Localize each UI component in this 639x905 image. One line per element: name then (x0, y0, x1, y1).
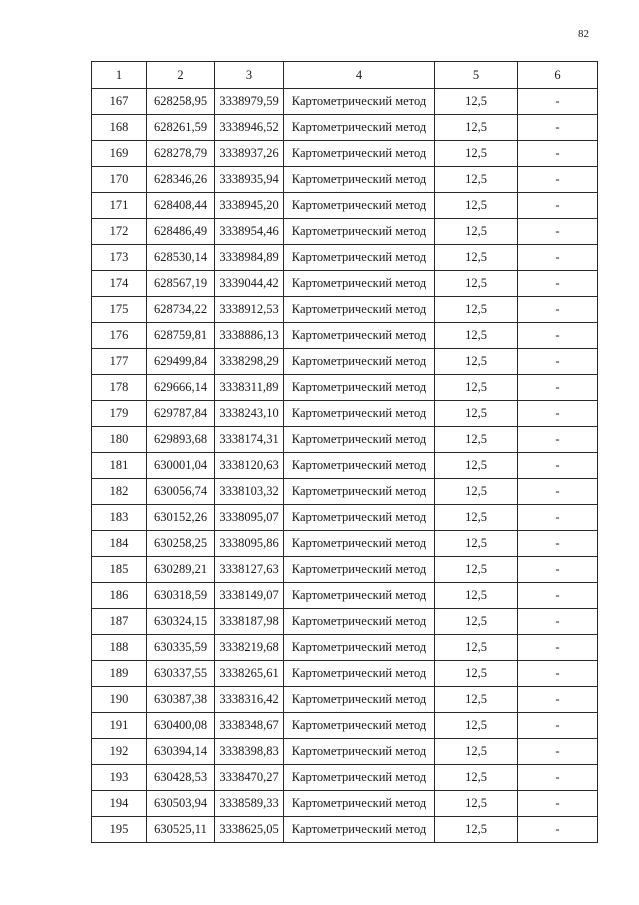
table-header (92, 62, 598, 89)
note-cell: - (518, 141, 598, 167)
point-number-cell: 180 (92, 427, 147, 453)
x-coordinate-cell: 630324,15 (147, 609, 215, 635)
note-cell: - (518, 661, 598, 687)
table-row (92, 219, 598, 245)
accuracy-cell: 12,5 (435, 401, 518, 427)
y-coordinate-cell: 3338316,42 (215, 687, 284, 713)
table-row (92, 687, 598, 713)
x-coordinate-cell: 628346,26 (147, 167, 215, 193)
x-coordinate-cell: 630152,26 (147, 505, 215, 531)
table-row (92, 401, 598, 427)
table-row (92, 505, 598, 531)
accuracy-cell: 12,5 (435, 167, 518, 193)
y-coordinate-cell: 3338398,83 (215, 739, 284, 765)
table-row (92, 609, 598, 635)
accuracy-cell: 12,5 (435, 817, 518, 843)
method-cell: Картометрический метод (284, 219, 435, 245)
note-cell: - (518, 791, 598, 817)
method-cell: Картометрический метод (284, 531, 435, 557)
method-cell: Картометрический метод (284, 713, 435, 739)
x-coordinate-cell: 630258,25 (147, 531, 215, 557)
accuracy-cell: 12,5 (435, 245, 518, 271)
x-coordinate-cell: 628530,14 (147, 245, 215, 271)
table-row (92, 713, 598, 739)
method-cell: Картометрический метод (284, 453, 435, 479)
point-number-cell: 173 (92, 245, 147, 271)
method-cell: Картометрический метод (284, 635, 435, 661)
accuracy-cell: 12,5 (435, 427, 518, 453)
point-number-cell: 167 (92, 89, 147, 115)
table-row (92, 115, 598, 141)
table-row (92, 271, 598, 297)
note-cell: - (518, 375, 598, 401)
point-number-cell: 183 (92, 505, 147, 531)
table-row (92, 167, 598, 193)
y-coordinate-cell: 3338348,67 (215, 713, 284, 739)
point-number-cell: 174 (92, 271, 147, 297)
method-cell: Картометрический метод (284, 609, 435, 635)
method-cell: Картометрический метод (284, 817, 435, 843)
point-number-cell: 186 (92, 583, 147, 609)
method-cell: Картометрический метод (284, 661, 435, 687)
note-cell: - (518, 115, 598, 141)
point-number-cell: 172 (92, 219, 147, 245)
note-cell: - (518, 583, 598, 609)
y-coordinate-cell: 3338311,89 (215, 375, 284, 401)
y-coordinate-cell: 3338625,05 (215, 817, 284, 843)
x-coordinate-cell: 630428,53 (147, 765, 215, 791)
point-number-cell: 169 (92, 141, 147, 167)
y-coordinate-cell: 3338954,46 (215, 219, 284, 245)
point-number-cell: 192 (92, 739, 147, 765)
x-coordinate-cell: 628408,44 (147, 193, 215, 219)
x-coordinate-cell: 630394,14 (147, 739, 215, 765)
point-number-cell: 175 (92, 297, 147, 323)
point-number-cell: 187 (92, 609, 147, 635)
method-cell: Картометрический метод (284, 323, 435, 349)
note-cell: - (518, 453, 598, 479)
y-coordinate-cell: 3338174,31 (215, 427, 284, 453)
table-row (92, 193, 598, 219)
table-body (92, 89, 598, 843)
method-cell: Картометрический метод (284, 791, 435, 817)
accuracy-cell: 12,5 (435, 219, 518, 245)
table-row (92, 323, 598, 349)
accuracy-cell: 12,5 (435, 739, 518, 765)
table-row (92, 661, 598, 687)
method-cell: Картометрический метод (284, 401, 435, 427)
table-row (92, 349, 598, 375)
y-coordinate-cell: 3338243,10 (215, 401, 284, 427)
accuracy-cell: 12,5 (435, 609, 518, 635)
y-coordinate-cell: 3338979,59 (215, 89, 284, 115)
table-row (92, 375, 598, 401)
note-cell: - (518, 349, 598, 375)
table-row (92, 739, 598, 765)
note-cell: - (518, 271, 598, 297)
y-coordinate-cell: 3338886,13 (215, 323, 284, 349)
note-cell: - (518, 297, 598, 323)
x-coordinate-cell: 628567,19 (147, 271, 215, 297)
x-coordinate-cell: 628258,95 (147, 89, 215, 115)
y-coordinate-cell: 3338127,63 (215, 557, 284, 583)
note-cell: - (518, 167, 598, 193)
table-row (92, 635, 598, 661)
accuracy-cell: 12,5 (435, 635, 518, 661)
x-coordinate-cell: 630001,04 (147, 453, 215, 479)
point-number-cell: 195 (92, 817, 147, 843)
table-row (92, 817, 598, 843)
y-coordinate-cell: 3338912,53 (215, 297, 284, 323)
y-coordinate-cell: 3338298,29 (215, 349, 284, 375)
method-cell: Картометрический метод (284, 167, 435, 193)
accuracy-cell: 12,5 (435, 713, 518, 739)
table-row (92, 583, 598, 609)
column-header: 2 (147, 62, 215, 89)
x-coordinate-cell: 628278,79 (147, 141, 215, 167)
y-coordinate-cell: 3338187,98 (215, 609, 284, 635)
point-number-cell: 176 (92, 323, 147, 349)
y-coordinate-cell: 3338984,89 (215, 245, 284, 271)
x-coordinate-cell: 628734,22 (147, 297, 215, 323)
method-cell: Картометрический метод (284, 765, 435, 791)
method-cell: Картометрический метод (284, 479, 435, 505)
point-number-cell: 188 (92, 635, 147, 661)
column-header: 5 (435, 62, 518, 89)
note-cell: - (518, 245, 598, 271)
x-coordinate-cell: 630289,21 (147, 557, 215, 583)
x-coordinate-cell: 629666,14 (147, 375, 215, 401)
method-cell: Картометрический метод (284, 271, 435, 297)
point-number-cell: 193 (92, 765, 147, 791)
note-cell: - (518, 713, 598, 739)
x-coordinate-cell: 630387,38 (147, 687, 215, 713)
x-coordinate-cell: 630318,59 (147, 583, 215, 609)
accuracy-cell: 12,5 (435, 453, 518, 479)
note-cell: - (518, 765, 598, 791)
y-coordinate-cell: 3338120,63 (215, 453, 284, 479)
point-number-cell: 177 (92, 349, 147, 375)
header-row (92, 62, 598, 89)
coordinates-table (91, 61, 598, 843)
y-coordinate-cell: 3338219,68 (215, 635, 284, 661)
accuracy-cell: 12,5 (435, 349, 518, 375)
method-cell: Картометрический метод (284, 687, 435, 713)
y-coordinate-cell: 3338946,52 (215, 115, 284, 141)
method-cell: Картометрический метод (284, 505, 435, 531)
accuracy-cell: 12,5 (435, 193, 518, 219)
x-coordinate-cell: 630400,08 (147, 713, 215, 739)
point-number-cell: 194 (92, 791, 147, 817)
x-coordinate-cell: 630525,11 (147, 817, 215, 843)
accuracy-cell: 12,5 (435, 557, 518, 583)
method-cell: Картометрический метод (284, 583, 435, 609)
accuracy-cell: 12,5 (435, 479, 518, 505)
method-cell: Картометрический метод (284, 89, 435, 115)
table-row (92, 297, 598, 323)
method-cell: Картометрический метод (284, 349, 435, 375)
note-cell: - (518, 817, 598, 843)
table-row (92, 791, 598, 817)
accuracy-cell: 12,5 (435, 791, 518, 817)
method-cell: Картометрический метод (284, 739, 435, 765)
method-cell: Картометрический метод (284, 141, 435, 167)
accuracy-cell: 12,5 (435, 115, 518, 141)
column-header: 1 (92, 62, 147, 89)
note-cell: - (518, 479, 598, 505)
x-coordinate-cell: 629787,84 (147, 401, 215, 427)
note-cell: - (518, 89, 598, 115)
x-coordinate-cell: 628759,81 (147, 323, 215, 349)
table-row (92, 89, 598, 115)
note-cell: - (518, 609, 598, 635)
x-coordinate-cell: 630503,94 (147, 791, 215, 817)
accuracy-cell: 12,5 (435, 89, 518, 115)
table-row (92, 531, 598, 557)
point-number-cell: 178 (92, 375, 147, 401)
method-cell: Картометрический метод (284, 115, 435, 141)
point-number-cell: 185 (92, 557, 147, 583)
note-cell: - (518, 323, 598, 349)
note-cell: - (518, 505, 598, 531)
accuracy-cell: 12,5 (435, 323, 518, 349)
point-number-cell: 168 (92, 115, 147, 141)
table-row (92, 141, 598, 167)
note-cell: - (518, 635, 598, 661)
y-coordinate-cell: 3338935,94 (215, 167, 284, 193)
table-row (92, 453, 598, 479)
accuracy-cell: 12,5 (435, 141, 518, 167)
y-coordinate-cell: 3338470,27 (215, 765, 284, 791)
note-cell: - (518, 531, 598, 557)
note-cell: - (518, 739, 598, 765)
point-number-cell: 189 (92, 661, 147, 687)
point-number-cell: 182 (92, 479, 147, 505)
point-number-cell: 181 (92, 453, 147, 479)
method-cell: Картометрический метод (284, 557, 435, 583)
point-number-cell: 171 (92, 193, 147, 219)
page-number: 82 (578, 28, 589, 40)
x-coordinate-cell: 629499,84 (147, 349, 215, 375)
point-number-cell: 191 (92, 713, 147, 739)
x-coordinate-cell: 630335,59 (147, 635, 215, 661)
note-cell: - (518, 401, 598, 427)
x-coordinate-cell: 629893,68 (147, 427, 215, 453)
y-coordinate-cell: 3338945,20 (215, 193, 284, 219)
accuracy-cell: 12,5 (435, 505, 518, 531)
y-coordinate-cell: 3338937,26 (215, 141, 284, 167)
y-coordinate-cell: 3338095,86 (215, 531, 284, 557)
accuracy-cell: 12,5 (435, 531, 518, 557)
accuracy-cell: 12,5 (435, 583, 518, 609)
table-row (92, 245, 598, 271)
point-number-cell: 190 (92, 687, 147, 713)
y-coordinate-cell: 3338095,07 (215, 505, 284, 531)
method-cell: Картометрический метод (284, 193, 435, 219)
column-header: 4 (284, 62, 435, 89)
y-coordinate-cell: 3338149,07 (215, 583, 284, 609)
y-coordinate-cell: 3338589,33 (215, 791, 284, 817)
table-row (92, 427, 598, 453)
method-cell: Картометрический метод (284, 427, 435, 453)
table-row (92, 479, 598, 505)
accuracy-cell: 12,5 (435, 271, 518, 297)
x-coordinate-cell: 628261,59 (147, 115, 215, 141)
method-cell: Картометрический метод (284, 375, 435, 401)
note-cell: - (518, 219, 598, 245)
x-coordinate-cell: 630056,74 (147, 479, 215, 505)
table-row (92, 557, 598, 583)
point-number-cell: 179 (92, 401, 147, 427)
accuracy-cell: 12,5 (435, 687, 518, 713)
y-coordinate-cell: 3339044,42 (215, 271, 284, 297)
note-cell: - (518, 427, 598, 453)
column-header: 3 (215, 62, 284, 89)
x-coordinate-cell: 630337,55 (147, 661, 215, 687)
column-header: 6 (518, 62, 598, 89)
accuracy-cell: 12,5 (435, 375, 518, 401)
y-coordinate-cell: 3338103,32 (215, 479, 284, 505)
accuracy-cell: 12,5 (435, 661, 518, 687)
accuracy-cell: 12,5 (435, 765, 518, 791)
note-cell: - (518, 557, 598, 583)
note-cell: - (518, 193, 598, 219)
method-cell: Картометрический метод (284, 245, 435, 271)
point-number-cell: 170 (92, 167, 147, 193)
accuracy-cell: 12,5 (435, 297, 518, 323)
note-cell: - (518, 687, 598, 713)
x-coordinate-cell: 628486,49 (147, 219, 215, 245)
point-number-cell: 184 (92, 531, 147, 557)
method-cell: Картометрический метод (284, 297, 435, 323)
y-coordinate-cell: 3338265,61 (215, 661, 284, 687)
table-row (92, 765, 598, 791)
